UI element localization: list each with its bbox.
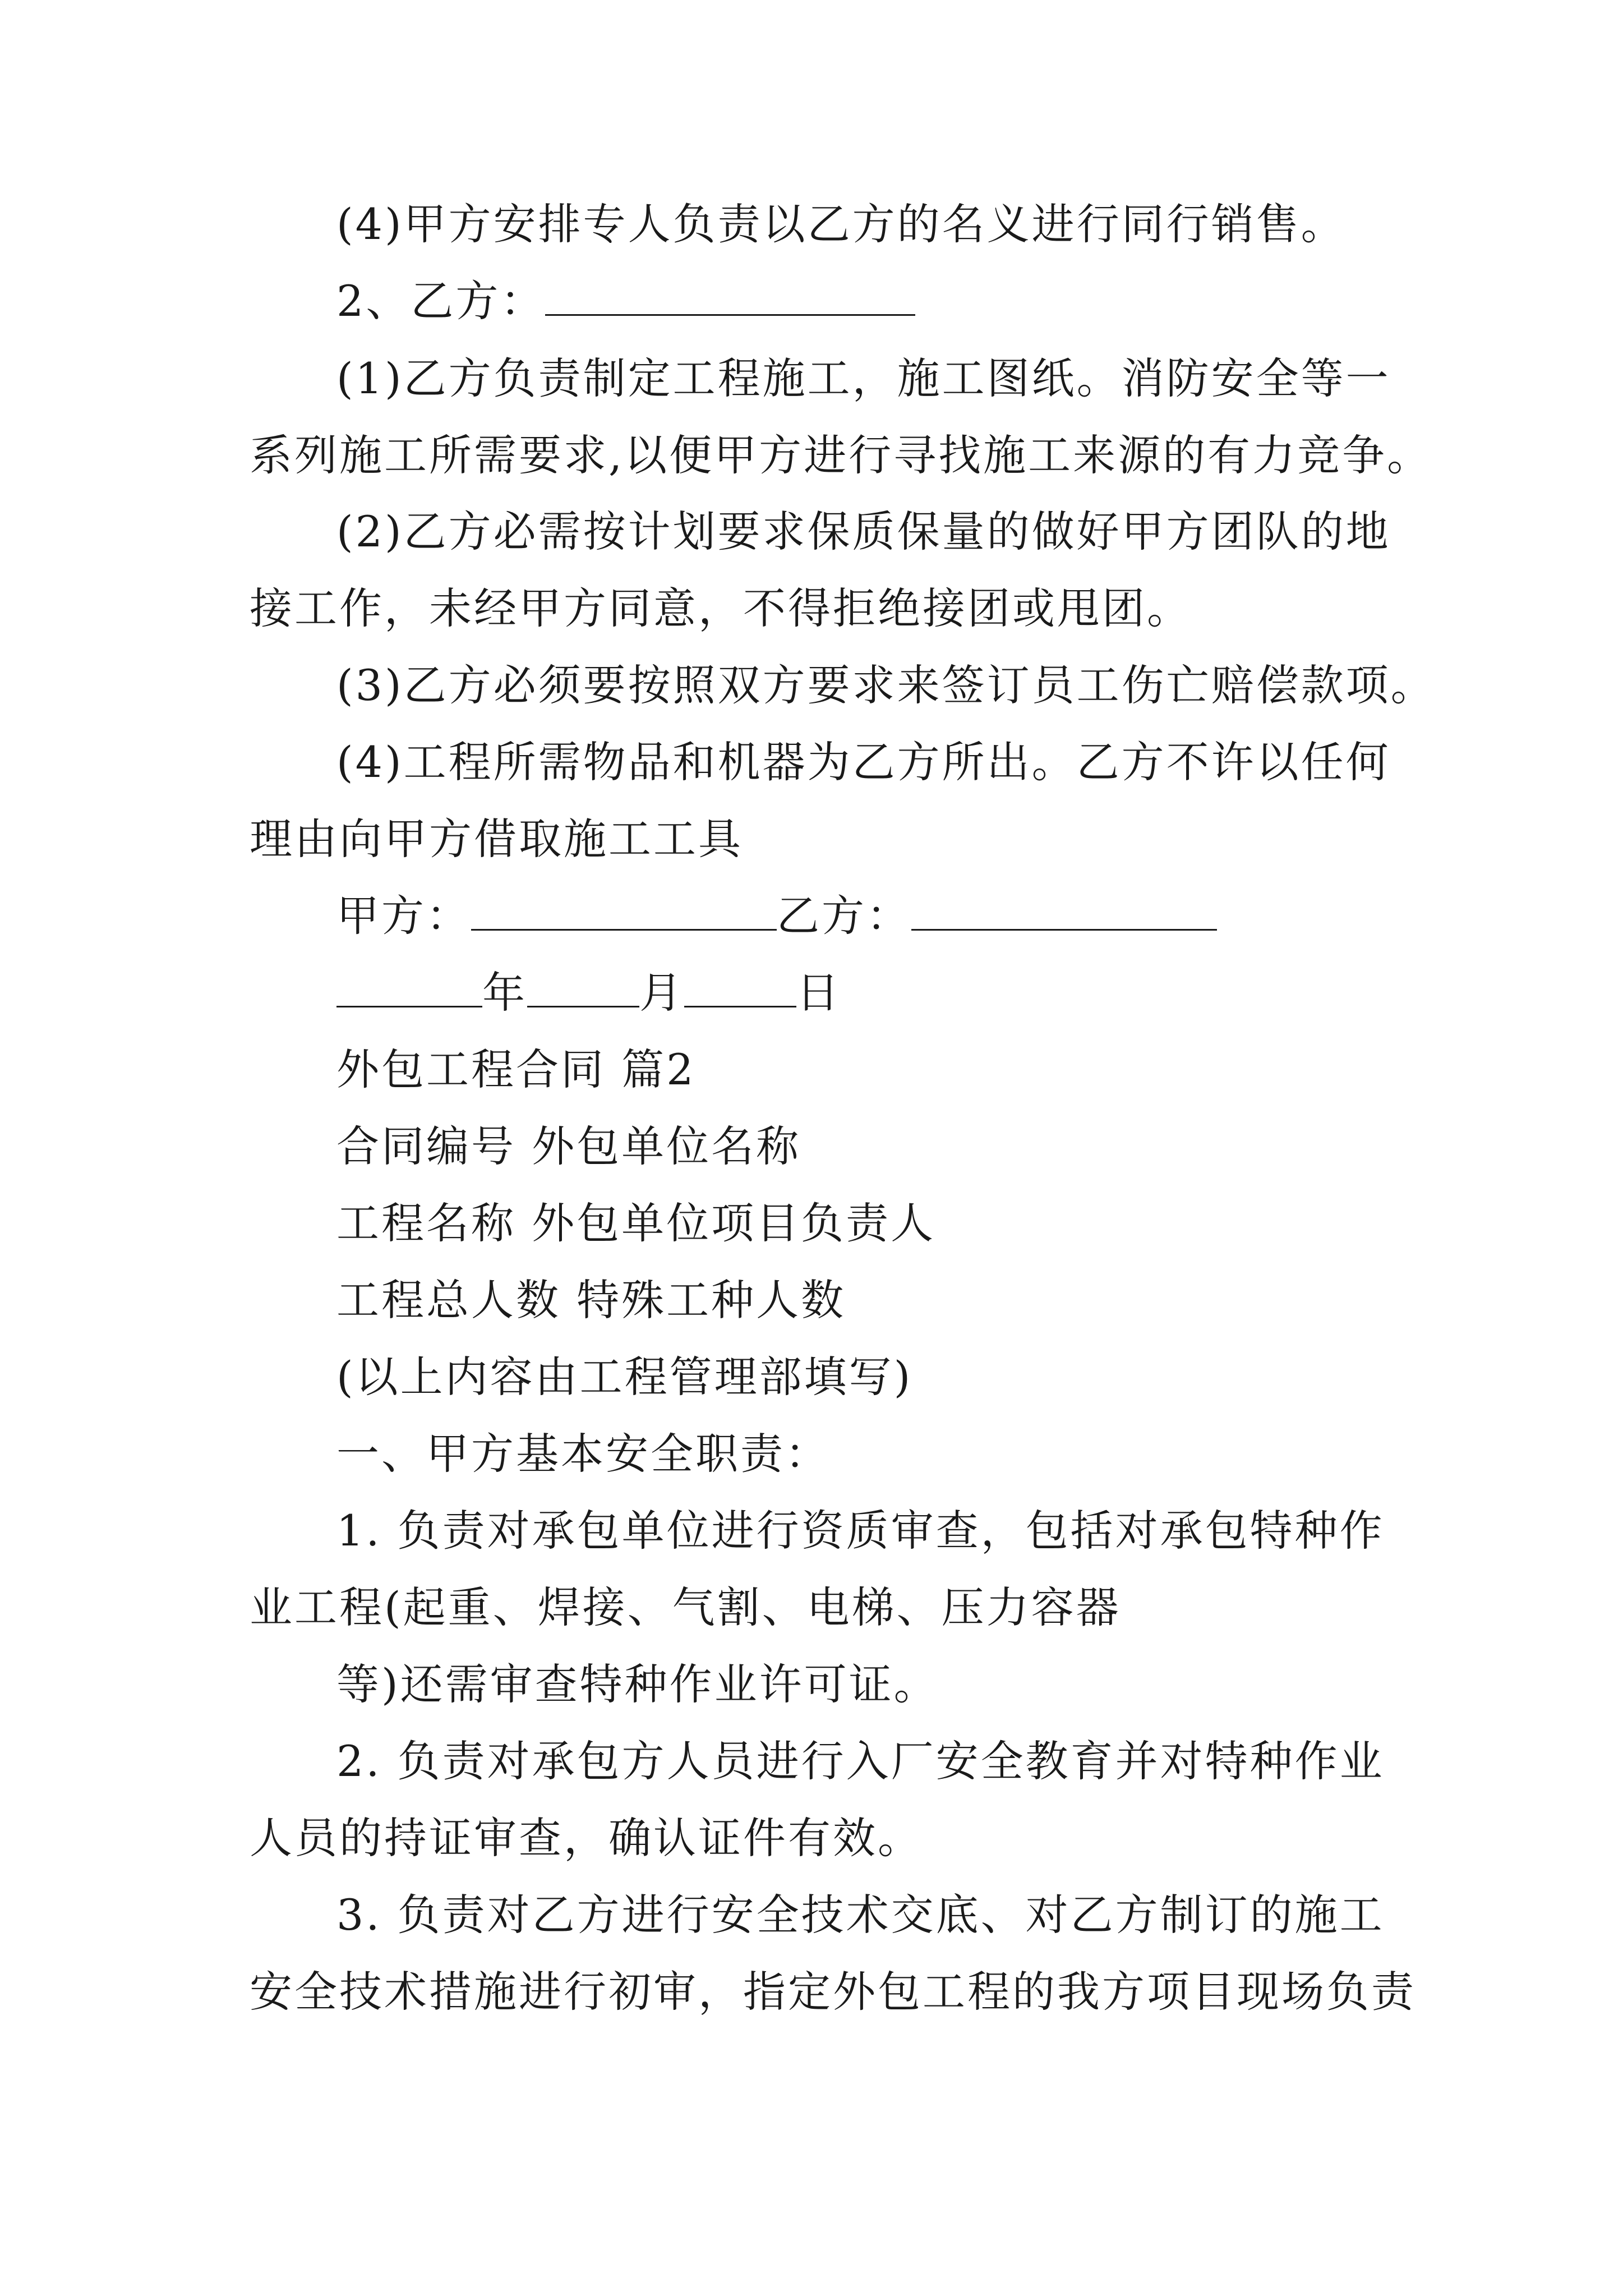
party-a-blank: [471, 890, 777, 931]
party-b-label: 乙方：: [777, 891, 911, 941]
paragraph-line: 系列施工所需要求,以便甲方进行寻找施工来源的有力竞争。: [250, 430, 1432, 480]
party-b-signature-blank: [911, 890, 1217, 931]
paragraph-line: (1)乙方负责制定工程施工，施工图纸。消防安全等一: [336, 353, 1391, 403]
form-field-line: 合同编号 外包单位名称: [336, 1121, 801, 1171]
day-blank: [684, 967, 796, 1007]
day-label: 日: [796, 968, 841, 1018]
party-b-label: 2、乙方：: [336, 276, 546, 326]
section-title: 外包工程合同 篇2: [336, 1045, 696, 1094]
party-a-label: 甲方：: [336, 891, 471, 941]
paragraph-line: 接工作，未经甲方同意，不得拒绝接团或甩团。: [250, 583, 1192, 633]
year-label: 年: [482, 968, 527, 1018]
paragraph-line: 1. 负责对承包单位进行资质审查，包括对承包特种作: [336, 1506, 1385, 1556]
paragraph-line: (3)乙方必须要按照双方要求来签订员工伤亡赔偿款项。: [336, 660, 1436, 710]
subsection-heading: 一、甲方基本安全职责：: [336, 1429, 830, 1479]
month-label: 月: [639, 968, 684, 1018]
month-blank: [527, 967, 639, 1007]
paragraph-line: (4)甲方安排专人负责以乙方的名义进行同行销售。: [336, 199, 1346, 249]
paragraph-line: 业工程(起重、焊接、气割、电梯、压力容器: [250, 1582, 1121, 1632]
paragraph-line: 2. 负责对承包方人员进行入厂安全教育并对特种作业: [336, 1736, 1385, 1786]
year-blank: [336, 967, 482, 1007]
paragraph-line: (4)工程所需物品和机器为乙方所出。乙方不许以任何: [336, 737, 1391, 787]
paragraph-line: 等)还需审查特种作业许可证。: [336, 1659, 939, 1709]
paragraph-line: 3. 负责对乙方进行安全技术交底、对乙方制订的施工: [336, 1890, 1385, 1940]
signature-line: [336, 888, 1217, 944]
form-field-line: 工程名称 外包单位项目负责人: [336, 1198, 936, 1248]
form-note: (以上内容由工程管理部填写): [336, 1352, 913, 1402]
party-b-heading: [336, 273, 915, 329]
date-line: [336, 965, 841, 1021]
party-b-blank: [545, 275, 915, 316]
form-field-line: 工程总人数 特殊工种人数: [336, 1275, 846, 1325]
paragraph-line: 人员的持证审查，确认证件有效。: [250, 1813, 923, 1863]
paragraph-line: (2)乙方必需按计划要求保质保量的做好甲方团队的地: [336, 507, 1391, 556]
paragraph-line: 理由向甲方借取施工工具: [250, 814, 743, 864]
paragraph-line: 安全技术措施进行初审，指定外包工程的我方项目现场负责: [250, 1967, 1416, 2017]
